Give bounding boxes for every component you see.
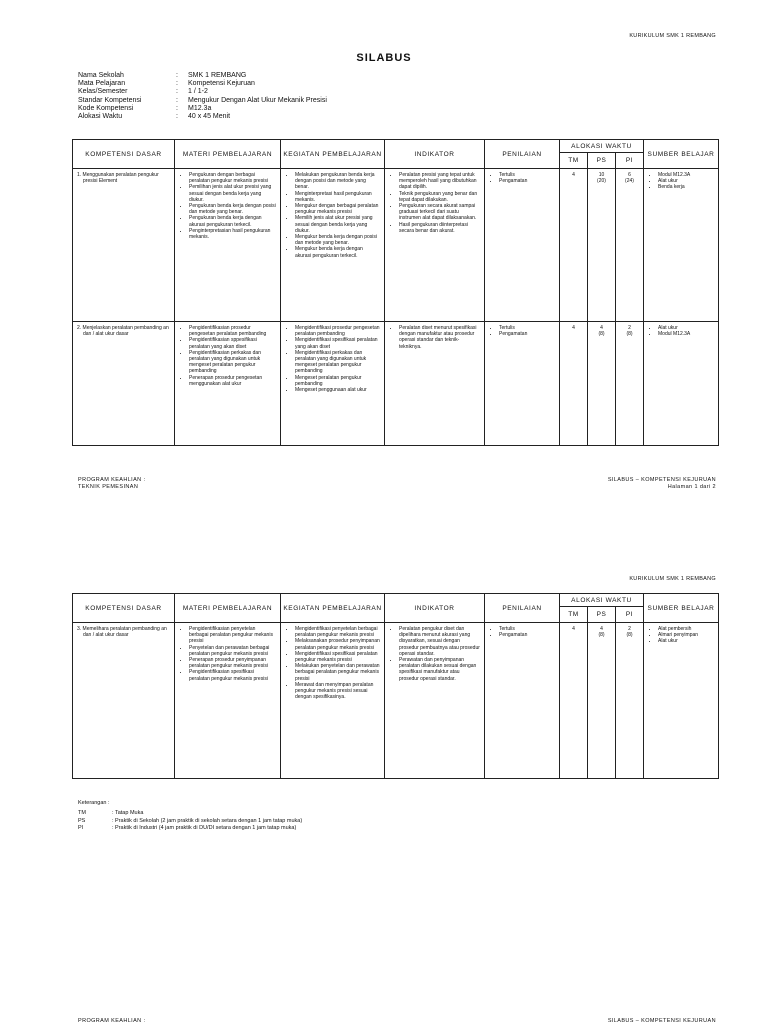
col-tm: TM bbox=[560, 153, 588, 169]
footer-page-info bbox=[608, 477, 716, 491]
info-value: 40 x 45 Menit bbox=[188, 113, 231, 121]
info-label: Kode Kompetensi bbox=[78, 104, 134, 112]
col-penilaian: PENILAIAN bbox=[485, 140, 560, 169]
info-colon: : bbox=[176, 88, 178, 96]
footer-doc-title-2: SILABUS – KOMPETENSI KEJURUAN bbox=[607, 1018, 716, 1024]
col-kegiatan: KEGIATAN PEMBELAJARAN bbox=[281, 140, 385, 169]
pi-hours: (8) bbox=[626, 632, 633, 639]
pi-value: 2 bbox=[628, 626, 631, 632]
info-row bbox=[78, 105, 327, 113]
notes-key: TM bbox=[78, 810, 86, 817]
cell-kompetensi: 2. Menjelaskan peralatan pembanding an dan / alat ukur dasar bbox=[73, 322, 175, 446]
penilaian-list bbox=[489, 626, 555, 638]
penilaian-list bbox=[489, 172, 555, 184]
materi-item: • Pengukuran benda kerja dengan posisi dan metode yang benar. bbox=[189, 203, 276, 215]
kegiatan-item: • Mengeset peralatan pengukur pembanding bbox=[295, 375, 380, 387]
cell-tm bbox=[560, 623, 588, 779]
col-alokasi: ALOKASI WAKTU bbox=[560, 594, 644, 607]
notes-value: : Praktik di Industri (4 jam praktik di DU/DI setara dengan 1 jam tatap muka) bbox=[112, 825, 297, 832]
school-info bbox=[78, 72, 327, 121]
indikator-item: • Perawatan dan penyimpanan peralatan dilakukan sesuai dengan spesifikasi manufaktur atau prosedur operasi standar. bbox=[399, 657, 480, 682]
header-school-label: KURIKULUM SMK 1 REMBANG bbox=[629, 33, 716, 39]
cell-ps bbox=[588, 322, 616, 446]
indikator-item: • Hasil pengukuran diinterpretasi secara benar dan akurat. bbox=[399, 222, 480, 234]
sumber-list bbox=[648, 172, 714, 191]
pi-hours: (8) bbox=[626, 331, 633, 338]
cell-ps bbox=[588, 169, 616, 322]
notes-key: PS bbox=[78, 817, 86, 824]
penilaian-item: • Pengamatan bbox=[499, 331, 555, 337]
footer-program-label: PROGRAM KEAHLIAN : bbox=[78, 477, 146, 483]
kegiatan-item: • Mengidentifikasi perkakas dan peralatan yang digunakan untuk mengeset peralatan pengukur pembanding bbox=[295, 350, 380, 375]
penilaian-item: • Tertulis bbox=[499, 172, 555, 178]
cell-materi bbox=[175, 322, 281, 446]
sumber-item: • Modul M12.3A bbox=[658, 172, 714, 178]
sumber-item: • Benda kerja bbox=[658, 184, 714, 190]
kegiatan-item: • Menginterpretasi hasil pengukuran mekanis. bbox=[295, 191, 380, 203]
info-colon: : bbox=[176, 104, 178, 112]
sumber-item: • Alat pembersih bbox=[658, 626, 714, 632]
cell-penilaian bbox=[485, 322, 560, 446]
info-row bbox=[78, 113, 327, 121]
pi-value: 2 bbox=[628, 325, 631, 331]
notes-row bbox=[78, 818, 302, 825]
info-label: Standar Kompetensi bbox=[78, 96, 142, 104]
info-row bbox=[78, 97, 327, 105]
ps-hours: (8) bbox=[598, 331, 605, 338]
col-ps: PS bbox=[588, 607, 616, 623]
materi-item: • Pemilihan jenis alat ukur presisi yang sesuai dengan benda kerja yang diukur. bbox=[189, 184, 276, 203]
cell-kegiatan bbox=[281, 169, 385, 322]
table-row bbox=[73, 169, 719, 322]
materi-item: • Pengukuran benda kerja dengan akurasi pengukuran terkecil. bbox=[189, 215, 276, 227]
info-row bbox=[78, 72, 327, 80]
sumber-item: • Alat ukur bbox=[658, 638, 714, 644]
indikator-item: • Peralatan pengukur diset dan dipelihara menurut akurasi yang disyaratkan, sesuai dengan prosedur pembuatnya atau prosedur operasi standar. bbox=[399, 626, 480, 657]
col-pi: PI bbox=[616, 607, 644, 623]
table-row bbox=[73, 322, 719, 446]
info-colon: : bbox=[176, 80, 178, 88]
kegiatan-item: • Mengidentifikasi penyetelan berbagai peralatan pengukur mekanis presisi bbox=[295, 626, 380, 638]
footer-program-2: PROGRAM KEAHLIAN : bbox=[78, 1018, 146, 1024]
info-label: Nama Sekolah bbox=[78, 72, 124, 79]
kegiatan-item: • Memilih jenis alat ukur presisi yang sesuai dengan benda kerja yang diukur. bbox=[295, 215, 380, 234]
cell-kompetensi: 1. Menggunakan peralatan pengukur presisi Element bbox=[73, 169, 175, 322]
materi-item: • Penerapan prosedur pengesetan menggunakan alat ukur bbox=[189, 375, 276, 387]
notes-row bbox=[78, 825, 302, 832]
info-value: 1 / 1-2 bbox=[188, 88, 208, 96]
materi-item: • Pengidentifikasian sppesifikasi peralatan yang akan diset bbox=[189, 337, 276, 349]
cell-materi bbox=[175, 169, 281, 322]
footer-page-number: Halaman 1 dari 2 bbox=[667, 484, 716, 490]
materi-item: • Penerapan prosedur penyimpanan peralatan pengukur mekanis presisi bbox=[189, 657, 276, 669]
tm-value: 4 bbox=[572, 325, 575, 331]
header-school-label-2: KURIKULUM SMK 1 REMBANG bbox=[629, 576, 716, 582]
info-value: M12.3a bbox=[188, 104, 212, 112]
ps-hours: (20) bbox=[597, 178, 606, 185]
cell-materi bbox=[175, 623, 281, 779]
kegiatan-item: • Mengukur benda kerja dengan posisi dan metode yang benar. bbox=[295, 234, 380, 246]
indikator-item: • Teknik pengukuran yang benar dan tepat dapat dilakukan. bbox=[399, 191, 480, 203]
info-colon: : bbox=[176, 113, 178, 121]
sumber-item: • Modul M12.3A bbox=[658, 331, 714, 337]
cell-sumber bbox=[644, 169, 719, 322]
col-materi: MATERI PEMBELAJARAN bbox=[175, 594, 281, 623]
kegiatan-item: • Mengidentifikasi spesifikasi peralatan pengukur mekanis presisi bbox=[295, 651, 380, 663]
notes-title: Keterangan : bbox=[78, 800, 110, 806]
indikator-list bbox=[389, 325, 480, 350]
info-value: SMK 1 REMBANG bbox=[188, 72, 247, 79]
cell-pi bbox=[616, 169, 644, 322]
info-row bbox=[78, 80, 327, 88]
kegiatan-list bbox=[285, 325, 380, 393]
notes bbox=[78, 800, 302, 833]
materi-item: • Pengukuran dengan berbagai peralatan pengukur mekanis presisi bbox=[189, 172, 276, 184]
materi-item: • Pengidentifikasian spesifikasi peralatan pengukur mekanis presisi bbox=[189, 669, 276, 681]
kegiatan-item: • Mengidentifikasi spesifikasi peralatan yang akan diset bbox=[295, 337, 380, 349]
col-indikator: INDIKATOR bbox=[385, 594, 485, 623]
info-row bbox=[78, 88, 327, 96]
col-tm: TM bbox=[560, 607, 588, 623]
notes-value: : Tatap Muka bbox=[112, 810, 144, 817]
cell-tm bbox=[560, 169, 588, 322]
cell-penilaian bbox=[485, 169, 560, 322]
tm-value: 4 bbox=[572, 626, 575, 632]
footer-program-value: TEKNIK PEMESINAN bbox=[78, 484, 139, 490]
materi-list bbox=[179, 172, 276, 240]
materi-item: • Penyetelan dan perawatan berbagai peralatan pengukur mekanis presisi bbox=[189, 645, 276, 657]
cell-tm bbox=[560, 322, 588, 446]
materi-item: • Pengidentifikasian perkakas dan peralatan yang digunakan untuk mengeset peralatan pengukur pembanding bbox=[189, 350, 276, 375]
pi-hours: (24) bbox=[625, 178, 634, 185]
cell-penilaian bbox=[485, 623, 560, 779]
table-row bbox=[73, 623, 719, 779]
indikator-list bbox=[389, 626, 480, 682]
cell-kegiatan bbox=[281, 322, 385, 446]
materi-item: • Pengidentifikasian penyetelan berbagai peralatan pengukur mekanis presisi bbox=[189, 626, 276, 645]
syllabus-table-2 bbox=[72, 593, 719, 779]
col-sumber: SUMBER BELAJAR bbox=[644, 140, 719, 169]
info-colon: : bbox=[176, 96, 178, 104]
col-kompetensi: KOMPETENSI DASAR bbox=[73, 594, 175, 623]
sumber-list bbox=[648, 325, 714, 337]
cell-kegiatan bbox=[281, 623, 385, 779]
ps-value: 4 bbox=[600, 626, 603, 632]
cell-kompetensi: 3. Memelihara peralatan pembanding an dan / alat ukur dasar bbox=[73, 623, 175, 779]
col-indikator: INDIKATOR bbox=[385, 140, 485, 169]
notes-row bbox=[78, 810, 302, 817]
penilaian-item: • Tertulis bbox=[499, 325, 555, 331]
info-colon: : bbox=[176, 72, 178, 79]
kegiatan-list bbox=[285, 626, 380, 700]
materi-item: • Pengidentifikasian prosedur pengesetan peralatan pembanding bbox=[189, 325, 276, 337]
indikator-item: • Peralatan diset menurut spesifikasi dengan manufaktur atau prosedur operasi standar dan teknik-tekniknya. bbox=[399, 325, 480, 350]
materi-list bbox=[179, 626, 276, 682]
ps-value: 10 bbox=[598, 172, 605, 178]
sumber-item: • Almari penyimpan bbox=[658, 632, 714, 638]
kegiatan-item: • Mengeset penggunaan alat ukur bbox=[295, 387, 380, 393]
syllabus-table-1 bbox=[72, 139, 719, 446]
notes-value: : Praktik di Sekolah (2 jam praktik di sekolah setara dengan 1 jam tatap muka) bbox=[112, 817, 303, 824]
materi-list bbox=[179, 325, 276, 387]
cell-indikator bbox=[385, 322, 485, 446]
kegiatan-item: • Mengukur dengan berbagai peralatan pengukur mekanis presisi bbox=[295, 203, 380, 215]
info-label: Kelas/Semester bbox=[78, 88, 128, 96]
ps-value: 4 bbox=[600, 325, 603, 331]
col-kegiatan: KEGIATAN PEMBELAJARAN bbox=[281, 594, 385, 623]
cell-indikator bbox=[385, 169, 485, 322]
page-title: SILABUS bbox=[356, 52, 412, 64]
cell-pi bbox=[616, 623, 644, 779]
indikator-item: • Pengukuran secara akurat sampai graduasi terkecil dari suatu instrumen alat dapat dilaksanakan. bbox=[399, 203, 480, 222]
kegiatan-item: • Melaksanakan prosedur penyimpanan peralatan pengukur mekanis presisi bbox=[295, 638, 380, 650]
col-kompetensi: KOMPETENSI DASAR bbox=[73, 140, 175, 169]
tm-value: 4 bbox=[572, 172, 575, 178]
sumber-item: • Alat ukur bbox=[658, 178, 714, 184]
cell-sumber bbox=[644, 322, 719, 446]
sumber-item: • Alat ukur bbox=[658, 325, 714, 331]
col-alokasi: ALOKASI WAKTU bbox=[560, 140, 644, 153]
sumber-list bbox=[648, 626, 714, 645]
penilaian-item: • Pengamatan bbox=[499, 632, 555, 638]
col-ps: PS bbox=[588, 153, 616, 169]
col-sumber: SUMBER BELAJAR bbox=[644, 594, 719, 623]
pi-value: 6 bbox=[628, 172, 631, 178]
penilaian-list bbox=[489, 325, 555, 337]
col-pi: PI bbox=[616, 153, 644, 169]
cell-indikator bbox=[385, 623, 485, 779]
cell-sumber bbox=[644, 623, 719, 779]
info-value: Mengukur Dengan Alat Ukur Mekanik Presisi bbox=[188, 96, 327, 104]
footer-program bbox=[78, 477, 145, 491]
info-value: Kompetensi Kejuruan bbox=[188, 80, 255, 88]
kegiatan-list bbox=[285, 172, 380, 259]
cell-ps bbox=[588, 623, 616, 779]
cell-pi bbox=[616, 322, 644, 446]
penilaian-item: • Tertulis bbox=[499, 626, 555, 632]
info-label: Alokasi Waktu bbox=[78, 113, 123, 121]
kegiatan-item: • Melakukan pengukuran benda kerja dengan posisi dan metode yang benar. bbox=[295, 172, 380, 191]
kegiatan-item: • Merawat dan menyimpan peralatan pengukur mekanis presisi sesuai dengan spesifikasinya. bbox=[295, 682, 380, 701]
penilaian-item: • Pengamatan bbox=[499, 178, 555, 184]
materi-item: • Penginterpretasian hasil pengukuran mekanis. bbox=[189, 228, 276, 240]
ps-hours: (8) bbox=[598, 632, 605, 639]
notes-key: PI bbox=[78, 825, 84, 832]
col-materi: MATERI PEMBELAJARAN bbox=[175, 140, 281, 169]
indikator-list bbox=[389, 172, 480, 234]
kegiatan-item: • Mengukur benda kerja dengan akurasi pengukuran terkecil. bbox=[295, 246, 380, 258]
col-penilaian: PENILAIAN bbox=[485, 594, 560, 623]
kegiatan-item: • Mengidentifikasi prosedur pengesetan peralatan pembanding bbox=[295, 325, 380, 337]
kegiatan-item: • Melakukan penyetelan dan perawatan berbagai peralatan pengukur mekanis presisi bbox=[295, 663, 380, 682]
indikator-item: • Peralatan presisi yang tepat untuk memperoleh hasil yang dibutuhkan dapat dipilih. bbox=[399, 172, 480, 191]
footer-doc-title: SILABUS – KOMPETENSI KEJURUAN bbox=[607, 477, 716, 483]
info-label: Mata Pelajaran bbox=[78, 80, 126, 88]
